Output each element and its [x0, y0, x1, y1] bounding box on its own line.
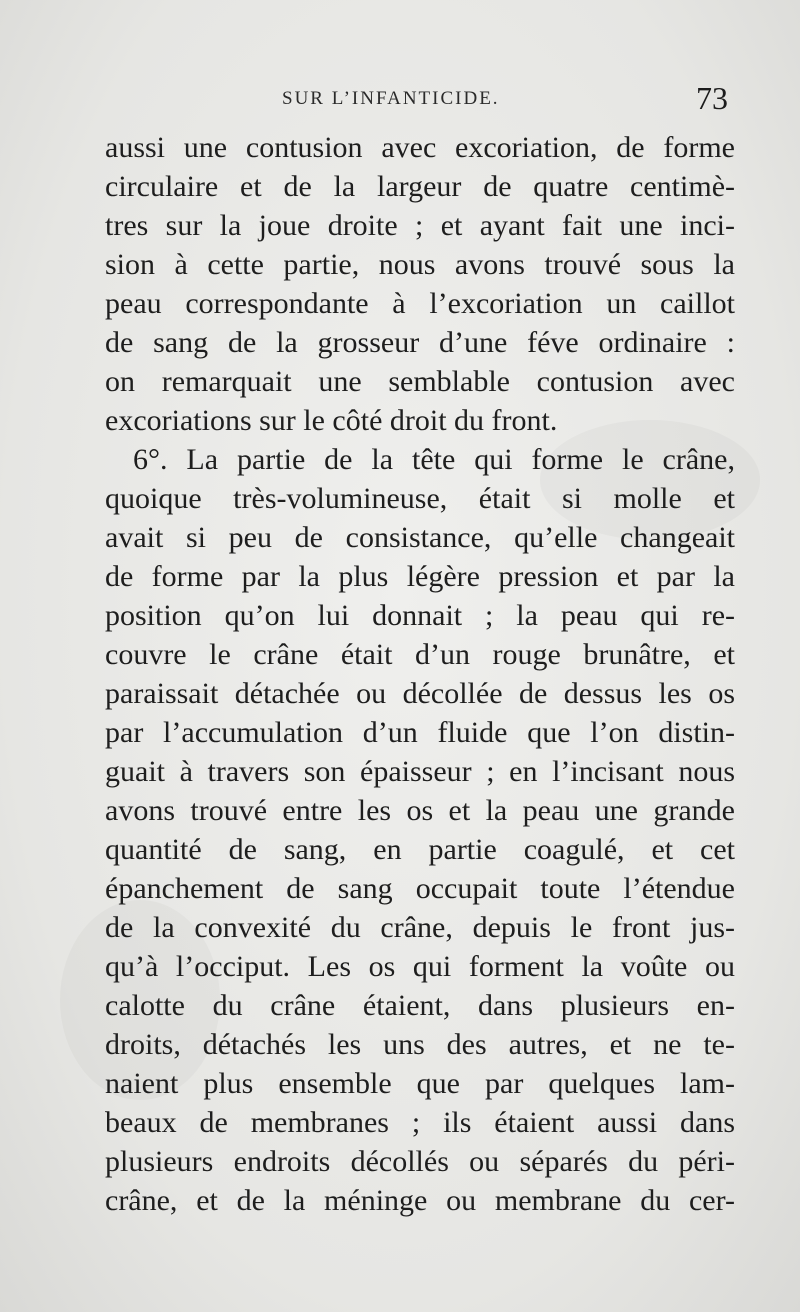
text-line: circulaire et de la largeur de quatre centimè- [105, 170, 735, 203]
text-line: épanchement de sang occupait toute l’étendue [105, 872, 735, 905]
text-line: guait à travers son épaisseur ; en l’incisant nous [105, 755, 735, 788]
text-line: de la convexité du crâne, depuis le front jus- [105, 911, 735, 944]
text-line: qu’à l’occiput. Les os qui forment la voûte ou [105, 950, 735, 983]
text-line: aussi une contusion avec excoriation, de forme [105, 131, 735, 164]
page-number: 73 [696, 80, 728, 116]
text-line: sion à cette partie, nous avons trouvé sous la [105, 248, 735, 281]
text-line: on remarquait une semblable contusion avec [105, 365, 735, 398]
text-line: paraissait détachée ou décollée de dessus les os [105, 677, 735, 710]
text-line: beaux de membranes ; ils étaient aussi dans [105, 1106, 735, 1139]
text-line: quoique très-volumineuse, était si molle et [105, 482, 735, 515]
text-line: de forme par la plus légère pression et par la [105, 560, 735, 593]
text-line: par l’accumulation d’un fluide que l’on distin- [105, 716, 735, 749]
text-line: excoriations sur le côté droit du front. [105, 404, 558, 437]
page-header [0, 82, 800, 122]
text-line: avait si peu de consistance, qu’elle changeait [105, 521, 735, 554]
text-line: calotte du crâne étaient, dans plusieurs en- [105, 989, 735, 1022]
text-line: plusieurs endroits décollés ou séparés du péri- [105, 1145, 735, 1178]
text-line: tres sur la joue droite ; et ayant fait une inci- [105, 209, 735, 242]
body-text [105, 128, 735, 1220]
running-head: SUR L’INFANTICIDE. [282, 88, 500, 109]
text-line: droits, détachés les uns des autres, et ne te- [105, 1028, 735, 1061]
text-line: couvre le crâne était d’un rouge brunâtre, et [105, 638, 735, 671]
text-line: 6°. La partie de la tête qui forme le crâne, [133, 443, 735, 476]
text-line: avons trouvé entre les os et la peau une grande [105, 794, 735, 827]
text-line: quantité de sang, en partie coagulé, et cet [105, 833, 735, 866]
text-line: de sang de la grosseur d’une féve ordinaire : [105, 326, 735, 359]
text-line: position qu’on lui donnait ; la peau qui re- [105, 599, 735, 632]
text-line: peau correspondante à l’excoriation un caillot [105, 287, 735, 320]
text-line: naient plus ensemble que par quelques lam- [105, 1067, 735, 1100]
text-line: crâne, et de la méninge ou membrane du cer- [105, 1184, 735, 1217]
